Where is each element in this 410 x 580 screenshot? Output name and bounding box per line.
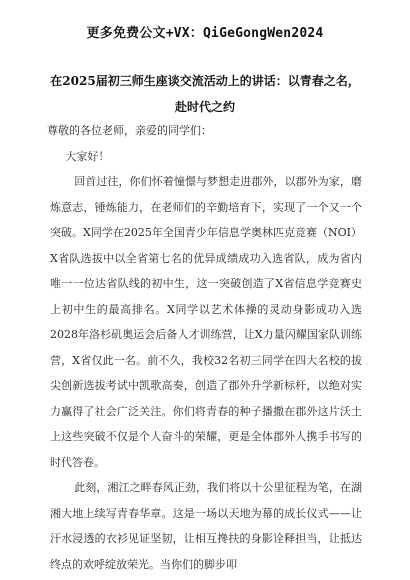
paragraph-1: 回首过往，你们怀着憧憬与梦想走进郡外，以郡外为家，磨炼意志，锤炼能力，在老师们的辛勤培育下，实现了一个又一个突破。X同学在2025年全国青少年信息学奥林匹克竞赛（NOI）X省队选拔中以全省第七名的优异成绩成功入选省队，成为省内唯一一位达省队线的初中生，这一突破创造了X省信息学竞赛史上初中生的最高排名。X同学以艺术体操的灵动身影成功入选2028年洛杉矶奥运会后备人才训练营，让X力量闪耀国家队训练营，X省仅此一名。前不久，我校32名初三同学在四大名校的拔尖创新选拔考试中凯歌高奏，创造了郡外升学新标杆，以绝对实力赢得了社会广泛关注。你们将青春的种子播撒在郡外这片沃土上这些突破不仅是个人奋斗的荣耀，更是全体郡外人携手书写的时代答卷。 xyxy=(50,175,362,469)
title-line-1: 在2025届初三师生座谈交流活动上的讲话：以青春之名， xyxy=(50,74,360,88)
salutation: 尊敬的各位老师，亲爱的同学们： xyxy=(47,124,212,137)
greeting: 大家好！ xyxy=(65,149,110,163)
watermark-header: 更多免费公文+VX：QiGeGongWen2024 xyxy=(86,26,324,41)
title-line-2: 赴时代之约 xyxy=(174,100,235,114)
paragraph-2: 此刻，湘江之畔春风正劲，我们将以十公里征程为笔，在湖湘大地上续写青春华章。这是一场以天地为幕的成长仪式——让汗水浸透的衣衫见证坚韧，让相互搀扶的身影诠释担当，让抵达终点的欢呼绽放荣光。当你们的脚步叩 xyxy=(50,481,362,571)
document-body xyxy=(47,118,362,577)
document-title xyxy=(30,68,380,120)
